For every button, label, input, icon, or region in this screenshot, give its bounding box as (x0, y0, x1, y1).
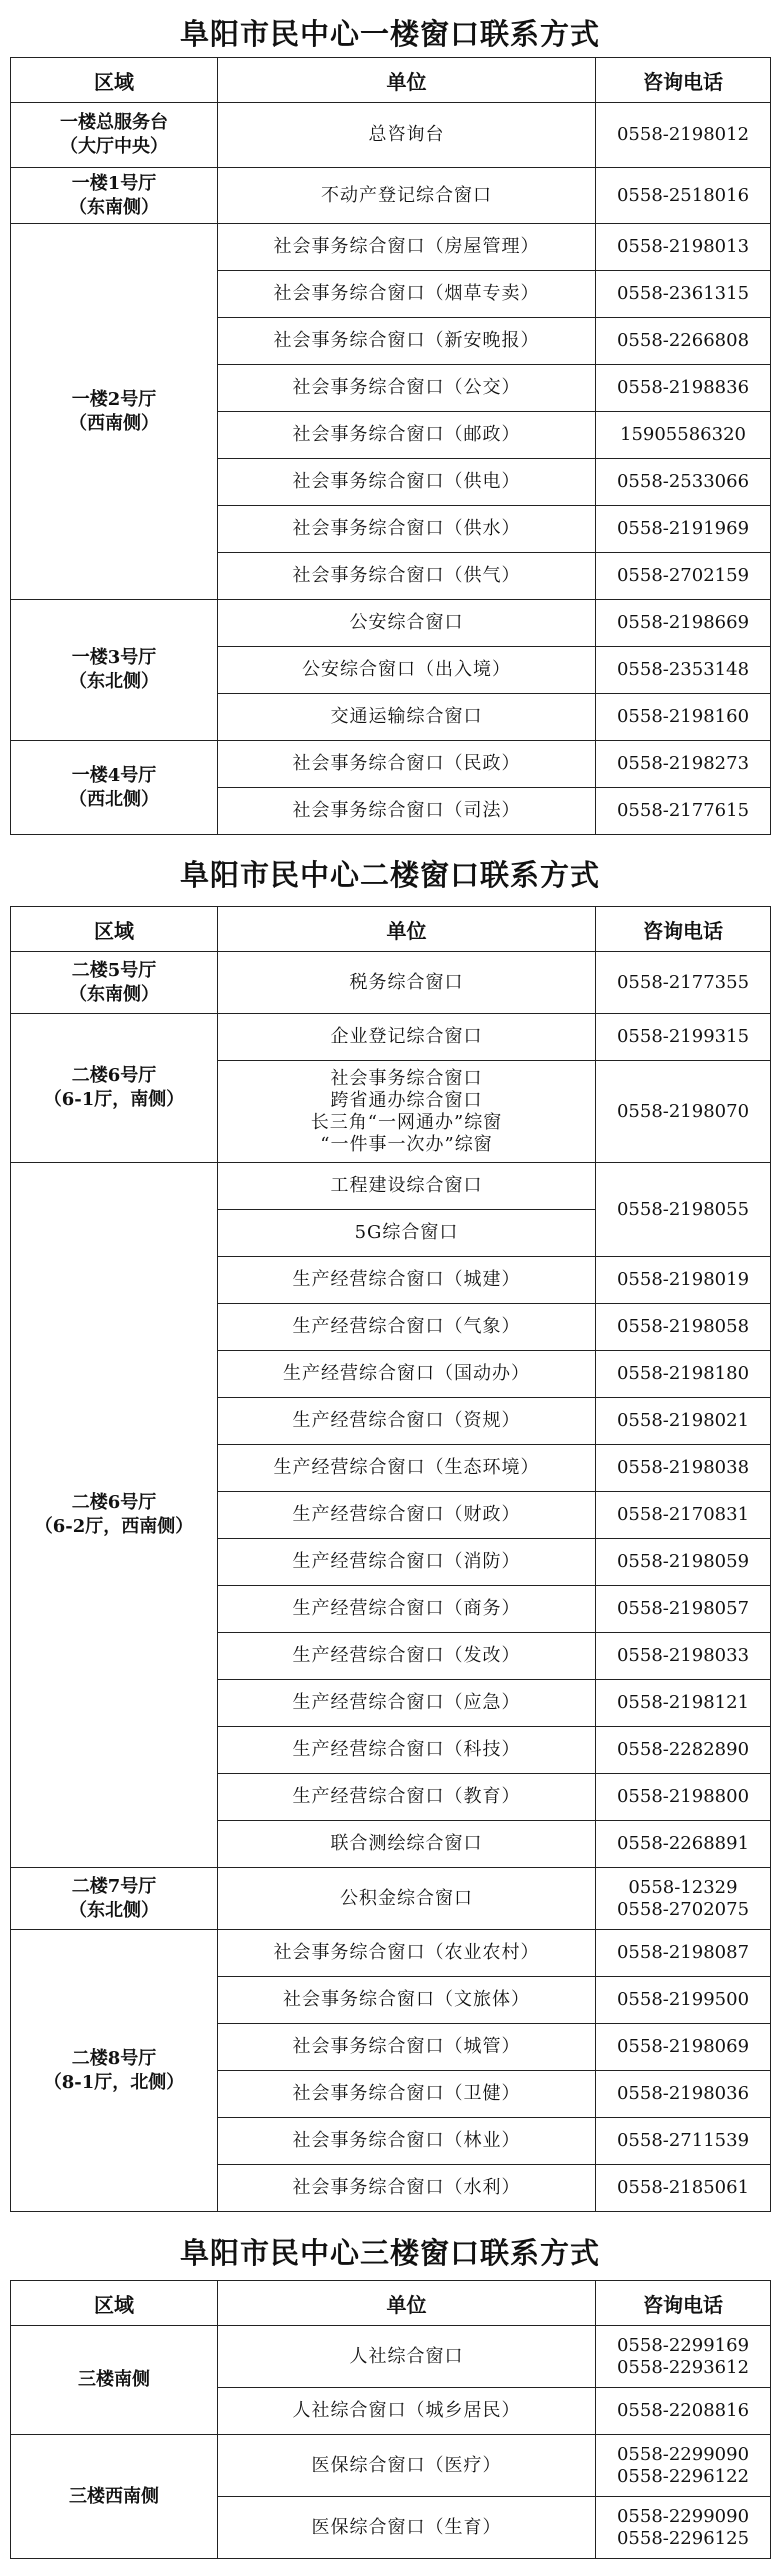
unit-cell: 社会事务综合窗口（文旅体） (218, 1977, 596, 2024)
unit-cell: 社会事务综合窗口 跨省通办综合窗口 长三角“一网通办”综窗 “一件事一次办”综窗 (218, 1061, 596, 1163)
table-row (11, 600, 771, 647)
unit-cell: 社会事务综合窗口（烟草专卖） (218, 271, 596, 318)
phone-cell: 0558-2361315 (596, 271, 771, 318)
phone-cell: 0558-12329 0558-2702075 (596, 1868, 771, 1930)
area-cell: 一楼4号厅 （西北侧） (11, 741, 218, 835)
area-cell: 二楼8号厅 （8-1厅，北侧） (11, 1930, 218, 2212)
phone-cell: 0558-2177615 (596, 788, 771, 835)
area-cell: 二楼5号厅 （东南侧） (11, 952, 218, 1014)
unit-cell: 生产经营综合窗口（生态环境） (218, 1445, 596, 1492)
unit-cell: 社会事务综合窗口（供气） (218, 553, 596, 600)
phone-cell: 0558-2199315 (596, 1014, 771, 1061)
table-row (11, 1868, 771, 1930)
phone-cell: 0558-2198160 (596, 694, 771, 741)
unit-cell: 社会事务综合窗口（公交） (218, 365, 596, 412)
unit-cell: 生产经营综合窗口（发改） (218, 1633, 596, 1680)
area-cell: 一楼1号厅 （东南侧） (11, 168, 218, 224)
area-cell: 三楼西南侧 (11, 2435, 218, 2559)
phone-cell: 0558-2177355 (596, 952, 771, 1014)
unit-cell: 人社综合窗口 (218, 2326, 596, 2388)
phone-cell: 0558-2208816 (596, 2388, 771, 2435)
phone-cell: 0558-2198180 (596, 1351, 771, 1398)
phone-cell: 0558-2266808 (596, 318, 771, 365)
unit-cell: 生产经营综合窗口（气象） (218, 1304, 596, 1351)
table-row (11, 741, 771, 788)
phone-cell: 0558-2518016 (596, 168, 771, 224)
header-area: 区域 (11, 58, 218, 103)
phone-cell: 0558-2198070 (596, 1061, 771, 1163)
phone-cell: 0558-2711539 (596, 2118, 771, 2165)
table-row (11, 103, 771, 168)
unit-cell: 社会事务综合窗口（农业农村） (218, 1930, 596, 1977)
phone-cell: 0558-2198057 (596, 1586, 771, 1633)
contact-table-floor-3 (10, 2280, 771, 2559)
unit-cell: 总咨询台 (218, 103, 596, 168)
unit-cell: 社会事务综合窗口（城管） (218, 2024, 596, 2071)
unit-cell: 生产经营综合窗口（消防） (218, 1539, 596, 1586)
area-cell: 一楼2号厅 （西南侧） (11, 224, 218, 600)
area-cell: 一楼总服务台 （大厅中央） (11, 103, 218, 168)
header-unit: 单位 (218, 2281, 596, 2326)
header-phone: 咨询电话 (596, 2281, 771, 2326)
phone-cell: 0558-2268891 (596, 1821, 771, 1868)
unit-cell: 生产经营综合窗口（城建） (218, 1257, 596, 1304)
phone-cell: 0558-2198012 (596, 103, 771, 168)
phone-cell: 0558-2198055 (596, 1163, 771, 1257)
phone-cell: 0558-2170831 (596, 1492, 771, 1539)
table-header-row (11, 58, 771, 103)
phone-cell: 0558-2702159 (596, 553, 771, 600)
phone-cell: 0558-2198038 (596, 1445, 771, 1492)
unit-cell: 生产经营综合窗口（应急） (218, 1680, 596, 1727)
area-cell: 二楼6号厅 （6-1厅，南侧） (11, 1014, 218, 1163)
header-phone: 咨询电话 (596, 58, 771, 103)
table-row (11, 2435, 771, 2497)
unit-cell: 社会事务综合窗口（房屋管理） (218, 224, 596, 271)
table-row (11, 224, 771, 271)
section-title-floor-1: 阜阳市民中心一楼窗口联系方式 (179, 17, 600, 51)
unit-cell: 公积金综合窗口 (218, 1868, 596, 1930)
phone-cell: 0558-2198087 (596, 1930, 771, 1977)
unit-cell: 公安综合窗口（出入境） (218, 647, 596, 694)
phone-cell: 0558-2198069 (596, 2024, 771, 2071)
unit-cell: 联合测绘综合窗口 (218, 1821, 596, 1868)
unit-cell: 工程建设综合窗口 (218, 1163, 596, 1210)
table-row (11, 1163, 771, 1210)
unit-cell: 5G综合窗口 (218, 1210, 596, 1257)
unit-cell: 社会事务综合窗口（新安晚报） (218, 318, 596, 365)
phone-cell: 0558-2353148 (596, 647, 771, 694)
phone-cell: 0558-2199500 (596, 1977, 771, 2024)
contact-table-floor-1 (10, 57, 771, 835)
unit-cell: 不动产登记综合窗口 (218, 168, 596, 224)
area-cell: 二楼6号厅 （6-2厅，西南侧） (11, 1163, 218, 1868)
phone-cell: 0558-2198033 (596, 1633, 771, 1680)
unit-cell: 社会事务综合窗口（水利） (218, 2165, 596, 2212)
unit-cell: 企业登记综合窗口 (218, 1014, 596, 1061)
unit-cell: 生产经营综合窗口（国动办） (218, 1351, 596, 1398)
unit-cell: 生产经营综合窗口（科技） (218, 1727, 596, 1774)
table-row (11, 168, 771, 224)
unit-cell: 医保综合窗口（生育） (218, 2497, 596, 2559)
unit-cell: 税务综合窗口 (218, 952, 596, 1014)
phone-cell: 0558-2198036 (596, 2071, 771, 2118)
header-phone: 咨询电话 (596, 907, 771, 952)
table-header-row (11, 2281, 771, 2326)
unit-cell: 人社综合窗口（城乡居民） (218, 2388, 596, 2435)
phone-cell: 0558-2533066 (596, 459, 771, 506)
phone-cell: 0558-2198059 (596, 1539, 771, 1586)
section-title-floor-2: 阜阳市民中心二楼窗口联系方式 (179, 858, 600, 892)
phone-cell: 0558-2198058 (596, 1304, 771, 1351)
unit-cell: 社会事务综合窗口（卫健） (218, 2071, 596, 2118)
unit-cell: 社会事务综合窗口（供电） (218, 459, 596, 506)
phone-cell: 0558-2198021 (596, 1398, 771, 1445)
phone-cell: 0558-2185061 (596, 2165, 771, 2212)
phone-cell: 0558-2299169 0558-2293612 (596, 2326, 771, 2388)
unit-cell: 社会事务综合窗口（供水） (218, 506, 596, 553)
phone-cell: 0558-2299090 0558-2296122 (596, 2435, 771, 2497)
area-cell: 三楼南侧 (11, 2326, 218, 2435)
unit-cell: 生产经营综合窗口（商务） (218, 1586, 596, 1633)
unit-cell: 社会事务综合窗口（司法） (218, 788, 596, 835)
unit-cell: 交通运输综合窗口 (218, 694, 596, 741)
header-area: 区域 (11, 2281, 218, 2326)
unit-cell: 公安综合窗口 (218, 600, 596, 647)
table-row (11, 2326, 771, 2388)
area-cell: 二楼7号厅 （东北侧） (11, 1868, 218, 1930)
table-row (11, 1930, 771, 1977)
header-unit: 单位 (218, 907, 596, 952)
phone-cell: 0558-2191969 (596, 506, 771, 553)
phone-cell: 0558-2299090 0558-2296125 (596, 2497, 771, 2559)
header-unit: 单位 (218, 58, 596, 103)
phone-cell: 0558-2198019 (596, 1257, 771, 1304)
unit-cell: 医保综合窗口（医疗） (218, 2435, 596, 2497)
table-row (11, 952, 771, 1014)
unit-cell: 社会事务综合窗口（林业） (218, 2118, 596, 2165)
phone-cell: 0558-2198669 (596, 600, 771, 647)
unit-cell: 社会事务综合窗口（民政） (218, 741, 596, 788)
phone-cell: 15905586320 (596, 412, 771, 459)
phone-cell: 0558-2198121 (596, 1680, 771, 1727)
phone-cell: 0558-2198800 (596, 1774, 771, 1821)
unit-cell: 生产经营综合窗口（教育） (218, 1774, 596, 1821)
area-cell: 一楼3号厅 （东北侧） (11, 600, 218, 741)
phone-cell: 0558-2198836 (596, 365, 771, 412)
phone-cell: 0558-2198273 (596, 741, 771, 788)
unit-cell: 生产经营综合窗口（资规） (218, 1398, 596, 1445)
table-header-row (11, 907, 771, 952)
phone-cell: 0558-2198013 (596, 224, 771, 271)
unit-cell: 社会事务综合窗口（邮政） (218, 412, 596, 459)
contact-table-floor-2 (10, 906, 771, 2212)
table-row (11, 1014, 771, 1061)
header-area: 区域 (11, 907, 218, 952)
unit-cell: 生产经营综合窗口（财政） (218, 1492, 596, 1539)
section-title-floor-3: 阜阳市民中心三楼窗口联系方式 (179, 2236, 600, 2270)
phone-cell: 0558-2282890 (596, 1727, 771, 1774)
